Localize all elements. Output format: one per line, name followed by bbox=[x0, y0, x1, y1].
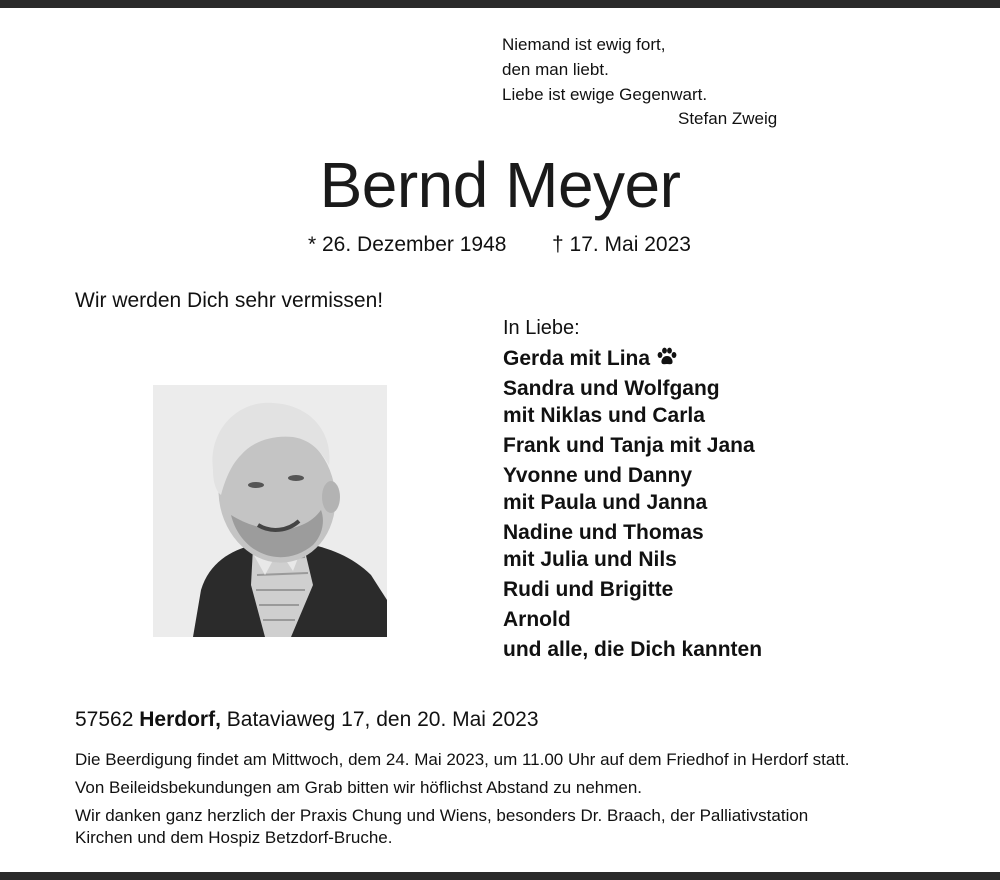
mourner-line: Sandra und Wolfgang bbox=[503, 377, 720, 400]
mourner-group bbox=[503, 432, 762, 459]
mourner-line: Frank und Tanja mit Jana bbox=[503, 434, 755, 457]
mourner-line: Yvonne und Danny bbox=[503, 464, 693, 487]
mourner-group bbox=[503, 519, 762, 573]
portrait-photo bbox=[153, 385, 387, 637]
mourner-group bbox=[503, 636, 762, 663]
thanks-note bbox=[75, 805, 955, 849]
condolence-note: Von Beileidsbekundungen am Grab bitten wir höflichst Abstand zu nehmen. bbox=[75, 778, 643, 797]
quote-author: Stefan Zweig bbox=[678, 109, 778, 128]
mourners-heading: In Liebe: bbox=[503, 317, 580, 339]
thanks-line: Wir danken ganz herzlich der Praxis Chung und Wiens, besonders Dr. Braach, der Palliativstation bbox=[75, 806, 809, 825]
mourner-line: mit Niklas und Carla bbox=[503, 404, 705, 427]
mourner-group bbox=[503, 375, 762, 429]
address-line bbox=[75, 708, 539, 732]
address-street-date: Bataviaweg 17, den 20. Mai 2023 bbox=[226, 708, 539, 731]
birth-date: * 26. Dezember 1948 bbox=[308, 233, 507, 256]
mourner-line: mit Julia und Nils bbox=[503, 548, 677, 571]
mourner-line: und alle, die Dich kannten bbox=[503, 638, 763, 661]
address-city: Herdorf, bbox=[139, 708, 221, 731]
mourner-group bbox=[503, 606, 762, 633]
mourner-line: mit Paula und Janna bbox=[503, 491, 708, 514]
quote-line: den man liebt. bbox=[502, 60, 609, 79]
funeral-note: Die Beerdigung findet am Mittwoch, dem 24. Mai 2023, um 11.00 Uhr auf dem Friedhof in Herdorf statt. bbox=[75, 750, 850, 769]
thanks-line: Kirchen und dem Hospiz Betzdorf-Bruche. bbox=[75, 828, 393, 847]
mourner-line: Rudi und Brigitte bbox=[503, 578, 674, 601]
death-date: † 17. Mai 2023 bbox=[552, 233, 691, 256]
mourner-group bbox=[503, 576, 762, 603]
mourner-line: Nadine und Thomas bbox=[503, 521, 704, 544]
mourner-group bbox=[503, 345, 762, 372]
mourner-line: Arnold bbox=[503, 608, 571, 631]
deceased-name: Bernd Meyer bbox=[319, 149, 681, 221]
paw-icon bbox=[656, 347, 678, 367]
mourners-list bbox=[503, 345, 762, 666]
quote bbox=[502, 32, 707, 107]
mourner-line: Gerda mit Lina bbox=[503, 347, 651, 370]
mourner-group bbox=[503, 462, 762, 516]
notes bbox=[75, 749, 955, 855]
quote-line: Liebe ist ewige Gegenwart. bbox=[502, 85, 708, 104]
address-zip: 57562 bbox=[75, 708, 134, 731]
quote-line: Niemand ist ewig fort, bbox=[502, 35, 666, 54]
farewell-message: Wir werden Dich sehr vermissen! bbox=[75, 289, 384, 312]
